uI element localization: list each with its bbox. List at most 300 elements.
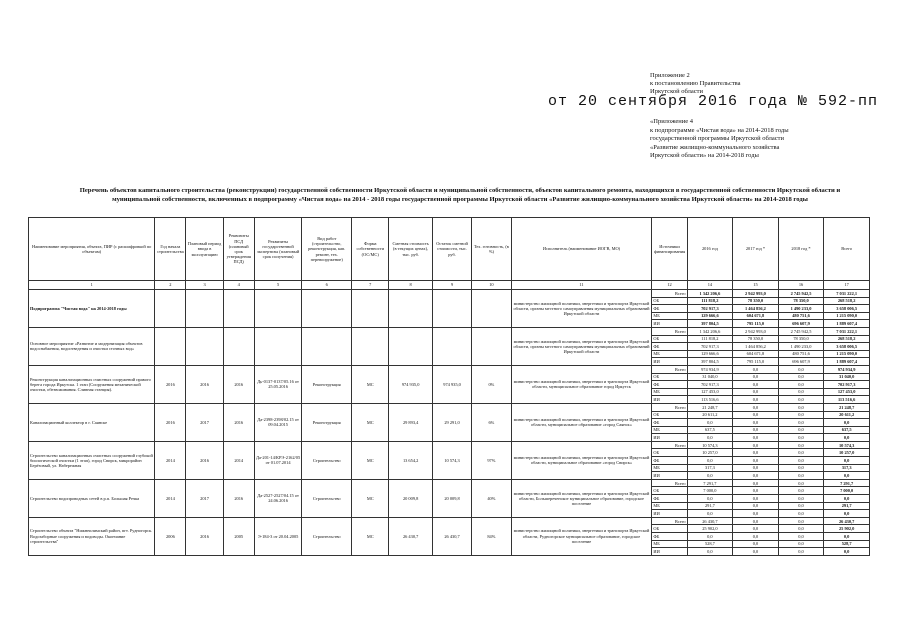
funding-source: ФБ xyxy=(652,457,687,465)
funding-source: Всего xyxy=(652,441,687,449)
funding-value: 78 350,0 xyxy=(778,297,824,305)
funding-value: 3 658 006,5 xyxy=(824,305,870,313)
funding-value: 0,0 xyxy=(778,419,824,427)
funding-value: 696 607,9 xyxy=(778,320,824,328)
funding-value: 20 611,2 xyxy=(824,411,870,419)
funding-source: Всего xyxy=(652,290,687,298)
funding-value: 0,0 xyxy=(778,381,824,389)
funding-value: 0,0 xyxy=(733,479,779,487)
object-field: МС xyxy=(352,441,389,479)
column-header: Реквизиты государственной экспертизы (плановый срок получения) xyxy=(254,218,302,281)
object-field: 974 935,0 xyxy=(389,365,433,403)
funding-value: 528,7 xyxy=(824,540,870,548)
object-field: 2016 xyxy=(155,365,186,403)
column-header: 2017 год * xyxy=(733,218,779,281)
object-field xyxy=(472,327,511,365)
funding-value: 7 031 222,1 xyxy=(824,290,870,298)
object-field: МС xyxy=(352,403,389,441)
object-field: 2014 xyxy=(223,441,254,479)
funding-value: 0,0 xyxy=(824,510,870,518)
object-field xyxy=(352,290,389,328)
funding-value: 0,0 xyxy=(687,495,733,503)
object-field: 2017 xyxy=(186,403,223,441)
funding-value: 0,0 xyxy=(733,487,779,495)
column-number: 9 xyxy=(432,281,471,290)
column-number: 7 xyxy=(352,281,389,290)
funding-value: 0,0 xyxy=(778,479,824,487)
funding-value: 0,0 xyxy=(824,548,870,556)
funding-value: 0,0 xyxy=(733,533,779,541)
object-field: Строительство xyxy=(302,479,352,517)
funding-value: 0,0 xyxy=(778,502,824,510)
funding-source: ФБ xyxy=(652,495,687,503)
column-number: 6 xyxy=(302,281,352,290)
funding-value: 0,0 xyxy=(778,457,824,465)
appendix-header xyxy=(650,118,789,161)
funding-value: 528,7 xyxy=(687,540,733,548)
header-line-3: Иркутской области xyxy=(650,88,703,95)
funding-value: 1 342 206,6 xyxy=(687,327,733,335)
funding-value: 974 934,9 xyxy=(824,365,870,373)
column-number: 12 xyxy=(652,281,687,290)
funding-value: 1 490 233,0 xyxy=(778,305,824,313)
funding-value: 0,0 xyxy=(687,548,733,556)
funding-source: ОБ xyxy=(652,487,687,495)
funding-value: 291,7 xyxy=(824,502,870,510)
funding-value: 78 350,0 xyxy=(778,335,824,343)
column-number: 14 xyxy=(687,281,733,290)
table-row xyxy=(29,517,870,525)
object-name: Реконструкция канализационных очистных сооружений правого берега города Иркутска. 1 этап (Сооружения механической очистки, обезвоживания. Сливная станция). xyxy=(29,365,155,403)
funding-value: 10 257,0 xyxy=(687,449,733,457)
funding-value: 127 453,0 xyxy=(824,388,870,396)
funding-source: Всего xyxy=(652,517,687,525)
funding-value: 0,0 xyxy=(733,495,779,503)
executor: министерство жилищной политики, энергетики и транспорта Иркутской области, органы местного самоуправления муниципальных образований Иркутской области xyxy=(511,290,652,328)
funding-value: 2 745 942,5 xyxy=(778,327,824,335)
document-title: Перечень объектов капитального строительства (реконструкции) государственной собственности Иркутской области и муниципальной собственности, объектов капитального ремонта, находящихся в государственной собственности Иркутской области и муниципальной собственности, включенных в подпрограмму «Чистая вода» на 2014 - 2018 годы государственной программы Иркутской области «Развитие жилищно-коммунального хозяйства Иркутской области» на 2014-2018 годы xyxy=(79,187,841,203)
objects-table xyxy=(28,217,870,556)
object-field: МС xyxy=(352,479,389,517)
object-name: Строительство канализационных очистных сооружений глубокой биологической очистки (1 этап), город Свирск, микрорайон Берёзовый, ул. Набережная xyxy=(29,441,155,479)
funding-value: 0,0 xyxy=(778,517,824,525)
table-row xyxy=(29,441,870,449)
funding-value: 7 000,0 xyxy=(687,487,733,495)
funding-value: 111 818,2 xyxy=(687,335,733,343)
funding-source: ФБ xyxy=(652,381,687,389)
funding-value: 1 490 233,0 xyxy=(778,343,824,351)
funding-source: МБ xyxy=(652,426,687,434)
executor: министерство жилищной политики, энергетики и транспорта Иркутской области, Рудногорское муниципальное образование, городское поселение xyxy=(511,517,652,555)
funding-value: 113 516,6 xyxy=(687,396,733,404)
funding-value: 10 574,3 xyxy=(687,441,733,449)
object-field: 2016 xyxy=(186,441,223,479)
funding-value: 0,0 xyxy=(824,457,870,465)
table-row xyxy=(29,403,870,411)
object-field xyxy=(389,290,433,328)
funding-value: 7 291,7 xyxy=(687,479,733,487)
column-number: 8 xyxy=(389,281,433,290)
column-number: 10 xyxy=(472,281,511,290)
funding-value: 0,0 xyxy=(778,495,824,503)
funding-value: 26 430,7 xyxy=(824,517,870,525)
funding-value: 0,0 xyxy=(733,548,779,556)
funding-source: ОБ xyxy=(652,525,687,533)
column-number: 1 xyxy=(29,281,155,290)
funding-value: 1 215 090,0 xyxy=(824,350,870,358)
funding-source: ОБ xyxy=(652,335,687,343)
funding-value: 0,0 xyxy=(733,510,779,518)
funding-value: 268 518,2 xyxy=(824,297,870,305)
column-number: 15 xyxy=(733,281,779,290)
funding-value: 31 040,0 xyxy=(824,373,870,381)
table-row xyxy=(29,479,870,487)
object-field xyxy=(302,290,352,328)
header-line-1: Приложение 2 xyxy=(650,72,690,79)
funding-value: 0,0 xyxy=(733,388,779,396)
funding-value: 25 902,0 xyxy=(824,525,870,533)
executor: министерство жилищной политики, энергетики и транспорта Иркутской области, муниципальное образование «город Саянск» xyxy=(511,403,652,441)
executor: министерство жилищной политики, энергетики и транспорта Иркутской области, органы местного самоуправления муниципальных образований Иркутской области xyxy=(511,327,652,365)
funding-value: 0,0 xyxy=(733,502,779,510)
funding-value: 0,0 xyxy=(778,396,824,404)
object-name: Подпрограмма "Чистая вода" на 2014-2018 годы xyxy=(29,290,155,328)
object-name: Строительство водопроводных сетей в р.п. Большая Речка xyxy=(29,479,155,517)
column-header: Плановый период ввода в эксплуатацию xyxy=(186,218,223,281)
column-header: Остаток сметной стоимости, тыс. руб. xyxy=(432,218,471,281)
object-field xyxy=(432,290,471,328)
object-field xyxy=(352,327,389,365)
funding-value: 0,0 xyxy=(687,510,733,518)
funding-value: 0,0 xyxy=(778,472,824,480)
funding-source: МБ xyxy=(652,312,687,320)
funding-value: 0,0 xyxy=(733,426,779,434)
funding-value: 795 115,0 xyxy=(733,358,779,366)
object-field xyxy=(472,290,511,328)
funding-value: 0,0 xyxy=(778,525,824,533)
appendix-line-2: к подпрограмме «Чистая вода» на 2014-2018 годы xyxy=(650,126,789,134)
funding-value: 317,3 xyxy=(824,464,870,472)
funding-value: 0,0 xyxy=(824,419,870,427)
object-field: Э-184-3 от 20.04.2005 xyxy=(254,517,302,555)
column-header: Исполнитель (наименование ИОГВ, МО) xyxy=(511,218,652,281)
funding-source: МБ xyxy=(652,350,687,358)
funding-value: 0,0 xyxy=(778,434,824,442)
funding-value: 0,0 xyxy=(733,411,779,419)
column-number: 17 xyxy=(824,281,870,290)
object-field: 974 935,0 xyxy=(432,365,471,403)
object-field: Реконструкция xyxy=(302,365,352,403)
object-field: 0% xyxy=(472,365,511,403)
funding-value: 397 804,5 xyxy=(687,320,733,328)
funding-value: 0,0 xyxy=(778,411,824,419)
column-header: Наименование мероприятия, объекта, ПИР (с расшифровкой по объектам) xyxy=(29,218,155,281)
object-field xyxy=(155,327,186,365)
object-field: 2006 xyxy=(155,517,186,555)
decree-date-stamp: от 20 сентября 2016 года № 592-пп xyxy=(548,93,879,110)
object-field xyxy=(186,327,223,365)
funding-value: 974 934,9 xyxy=(687,365,733,373)
funding-value: 0,0 xyxy=(733,441,779,449)
funding-value: 604 671,8 xyxy=(733,312,779,320)
funding-value: 0,0 xyxy=(824,533,870,541)
column-header: 2018 год * xyxy=(778,218,824,281)
funding-value: 0,0 xyxy=(778,373,824,381)
object-field: 20 009,8 xyxy=(389,479,433,517)
funding-value: 3 658 006,5 xyxy=(824,343,870,351)
funding-value: 1 889 607,4 xyxy=(824,358,870,366)
object-field: 26 430,7 xyxy=(389,517,433,555)
column-header: Всего xyxy=(824,218,870,281)
funding-value: 702 917,3 xyxy=(687,305,733,313)
funding-source: ИИ xyxy=(652,434,687,442)
funding-value: 1 215 090,0 xyxy=(824,312,870,320)
funding-value: 113 516,6 xyxy=(824,396,870,404)
funding-value: 0,0 xyxy=(733,396,779,404)
funding-value: 129 666,6 xyxy=(687,350,733,358)
object-field: 20 009,8 xyxy=(432,479,471,517)
funding-value: 127 453,0 xyxy=(687,388,733,396)
column-number: 3 xyxy=(186,281,223,290)
column-number-row xyxy=(29,281,870,290)
column-header: Форма собственности (ОС/МС) xyxy=(352,218,389,281)
funding-source: ИИ xyxy=(652,472,687,480)
funding-value: 0,0 xyxy=(733,403,779,411)
funding-value: 317,3 xyxy=(687,464,733,472)
funding-source: ФБ xyxy=(652,305,687,313)
object-field xyxy=(155,290,186,328)
object-field: Строительство xyxy=(302,441,352,479)
funding-value: 0,0 xyxy=(733,525,779,533)
table-row xyxy=(29,327,870,335)
funding-value: 480 751,6 xyxy=(778,350,824,358)
funding-source: ОБ xyxy=(652,373,687,381)
column-number: 11 xyxy=(511,281,652,290)
funding-value: 795 115,0 xyxy=(733,320,779,328)
object-field: 2017 xyxy=(186,479,223,517)
funding-source: ФБ xyxy=(652,533,687,541)
object-field xyxy=(254,290,302,328)
object-field: 13 654,2 xyxy=(389,441,433,479)
appendix-line-3: государственной программы Иркутской области xyxy=(650,135,784,143)
object-field: 2016 xyxy=(223,365,254,403)
funding-source: ФБ xyxy=(652,419,687,427)
object-field xyxy=(432,327,471,365)
funding-value: 604 671,8 xyxy=(733,350,779,358)
funding-source: ФБ xyxy=(652,343,687,351)
object-field: МС xyxy=(352,517,389,555)
object-field xyxy=(254,327,302,365)
funding-value: 0,0 xyxy=(778,510,824,518)
funding-value: 0,0 xyxy=(778,540,824,548)
object-field: 2016 xyxy=(155,403,186,441)
funding-value: 0,0 xyxy=(778,365,824,373)
column-header: 2016 год xyxy=(687,218,733,281)
funding-source: МБ xyxy=(652,464,687,472)
object-field: Да-201-14/КРЭ-2162/05 от 01.07.2014 xyxy=(254,441,302,479)
table-row xyxy=(29,290,870,298)
object-field: 29 291,0 xyxy=(432,403,471,441)
object-field xyxy=(302,327,352,365)
funding-value: 0,0 xyxy=(778,548,824,556)
funding-value: 1 464 856,2 xyxy=(733,343,779,351)
funding-value: 0,0 xyxy=(733,373,779,381)
column-number: 4 xyxy=(223,281,254,290)
funding-value: 26 430,7 xyxy=(687,517,733,525)
funding-source: МБ xyxy=(652,502,687,510)
funding-value: 1 464 856,2 xyxy=(733,305,779,313)
funding-source: МБ xyxy=(652,388,687,396)
object-field: Дь-0137-0137/05.16 от 25.05.2016 xyxy=(254,365,302,403)
table-row xyxy=(29,365,870,373)
object-field: 2016 xyxy=(186,365,223,403)
funding-value: 2 745 942,5 xyxy=(778,290,824,298)
column-header: Вид работ (строительство, реконструкция, кап. ремонт, тех. перевооружение) xyxy=(302,218,352,281)
funding-value: 702 917,3 xyxy=(687,381,733,389)
funding-source: Всего xyxy=(652,327,687,335)
funding-value: 21 248,7 xyxy=(824,403,870,411)
object-field: 2005 xyxy=(223,517,254,555)
column-header: Год начала строительства xyxy=(155,218,186,281)
funding-source: ИИ xyxy=(652,396,687,404)
funding-value: 696 607,9 xyxy=(778,358,824,366)
funding-value: 2 942 993,0 xyxy=(733,327,779,335)
column-header: Тех. готовность, (в %) xyxy=(472,218,511,281)
funding-value: 0,0 xyxy=(733,419,779,427)
object-field: 6% xyxy=(472,403,511,441)
funding-source: ОБ xyxy=(652,297,687,305)
executor: министерство жилищной политики, энергетики и транспорта Иркутской области, муниципальное образование город Иркутск xyxy=(511,365,652,403)
object-field: 10 574,3 xyxy=(432,441,471,479)
funding-value: 0,0 xyxy=(687,472,733,480)
object-field: Да-2398-2398/02.15 от 09.04.2015 xyxy=(254,403,302,441)
funding-value: 0,0 xyxy=(778,388,824,396)
funding-value: 31 040,0 xyxy=(687,373,733,381)
funding-value: 291,7 xyxy=(687,502,733,510)
funding-source: ИИ xyxy=(652,510,687,518)
column-number: 2 xyxy=(155,281,186,290)
funding-value: 0,0 xyxy=(733,365,779,373)
executor: министерство жилищной политики, энергетики и транспорта Иркутской области, муниципальное образование «город Свирск» xyxy=(511,441,652,479)
funding-value: 0,0 xyxy=(733,381,779,389)
funding-source: ИИ xyxy=(652,548,687,556)
funding-value: 637,5 xyxy=(687,426,733,434)
funding-value: 0,0 xyxy=(778,449,824,457)
funding-value: 397 804,5 xyxy=(687,358,733,366)
funding-source: Всего xyxy=(652,365,687,373)
appendix-line-5: Иркутской области» на 2014-2018 годы xyxy=(650,152,759,160)
object-field: МС xyxy=(352,365,389,403)
funding-value: 0,0 xyxy=(778,441,824,449)
appendix-line-1: «Приложение 4 xyxy=(650,118,694,125)
funding-value: 111 818,2 xyxy=(687,297,733,305)
funding-value: 7 031 222,1 xyxy=(824,327,870,335)
object-field: 2014 xyxy=(155,479,186,517)
object-field xyxy=(223,290,254,328)
funding-value: 0,0 xyxy=(824,495,870,503)
funding-value: 0,0 xyxy=(733,457,779,465)
funding-value: 78 350,0 xyxy=(733,297,779,305)
funding-value: 21 248,7 xyxy=(687,403,733,411)
column-header: Реквизиты ПСД (плановый срок утверждения ПСД) xyxy=(223,218,254,281)
funding-value: 0,0 xyxy=(733,540,779,548)
object-field: 97% xyxy=(472,441,511,479)
funding-value: 2 942 993,0 xyxy=(733,290,779,298)
object-field: Да-2527-2527/04.15 от 24.06.2016 xyxy=(254,479,302,517)
funding-value: 0,0 xyxy=(778,403,824,411)
funding-source: ОБ xyxy=(652,449,687,457)
funding-value: 1 889 607,4 xyxy=(824,320,870,328)
funding-source: Всего xyxy=(652,479,687,487)
funding-value: 0,0 xyxy=(778,426,824,434)
funding-value: 20 611,2 xyxy=(687,411,733,419)
funding-value: 7 291,7 xyxy=(824,479,870,487)
funding-source: Всего xyxy=(652,403,687,411)
object-field: 29 893,4 xyxy=(389,403,433,441)
object-field xyxy=(223,327,254,365)
object-field xyxy=(186,290,223,328)
object-field: 2016 xyxy=(186,517,223,555)
funding-value: 702 917,3 xyxy=(687,343,733,351)
funding-value: 0,0 xyxy=(687,434,733,442)
object-field: 26 430,7 xyxy=(432,517,471,555)
appendix-line-4: «Развитие жилищно-коммунального хозяйства xyxy=(650,143,780,151)
funding-source: ОБ xyxy=(652,411,687,419)
object-field: 2016 xyxy=(223,479,254,517)
table-header-row xyxy=(29,218,870,281)
object-name: Основное мероприятие «Развитие и модернизация объектов водоснабжения, водоотведения и очистки сточных вод» xyxy=(29,327,155,365)
column-number: 16 xyxy=(778,281,824,290)
funding-value: 0,0 xyxy=(687,533,733,541)
funding-value: 129 666,6 xyxy=(687,312,733,320)
object-field: 84% xyxy=(472,517,511,555)
funding-source: ИИ xyxy=(652,320,687,328)
object-field xyxy=(389,327,433,365)
funding-source: МБ xyxy=(652,540,687,548)
object-field: 40% xyxy=(472,479,511,517)
object-name: Строительство объекта "Нижнеилимский район, пгт. Рудногорск. Водозаборные сооружения и водоводы. Окончание строительства" xyxy=(29,517,155,555)
object-field: Строительство xyxy=(302,517,352,555)
funding-value: 0,0 xyxy=(824,434,870,442)
funding-value: 0,0 xyxy=(687,419,733,427)
funding-value: 480 751,6 xyxy=(778,312,824,320)
funding-value: 0,0 xyxy=(687,457,733,465)
object-field: Реконструкция xyxy=(302,403,352,441)
header-line-2: к постановлению Правительства xyxy=(650,80,741,87)
column-number: 5 xyxy=(254,281,302,290)
funding-value: 25 902,0 xyxy=(687,525,733,533)
funding-value: 637,5 xyxy=(824,426,870,434)
funding-value: 0,0 xyxy=(733,464,779,472)
funding-value: 1 342 206,6 xyxy=(687,290,733,298)
funding-value: 0,0 xyxy=(824,472,870,480)
column-header: Источники финансирования xyxy=(652,218,687,281)
object-field: 2016 xyxy=(223,403,254,441)
object-name: Канализационный коллектор в г. Саянске xyxy=(29,403,155,441)
funding-value: 10 574,3 xyxy=(824,441,870,449)
funding-value: 0,0 xyxy=(733,434,779,442)
funding-value: 0,0 xyxy=(778,487,824,495)
funding-value: 0,0 xyxy=(778,464,824,472)
funding-value: 7 000,0 xyxy=(824,487,870,495)
funding-value: 702 917,3 xyxy=(824,381,870,389)
column-header: Сметная стоимость (в текущих ценах), тыс. руб. xyxy=(389,218,433,281)
funding-value: 0,0 xyxy=(733,449,779,457)
funding-value: 10 257,0 xyxy=(824,449,870,457)
funding-value: 78 350,0 xyxy=(733,335,779,343)
object-field: 2014 xyxy=(155,441,186,479)
funding-source: ИИ xyxy=(652,358,687,366)
